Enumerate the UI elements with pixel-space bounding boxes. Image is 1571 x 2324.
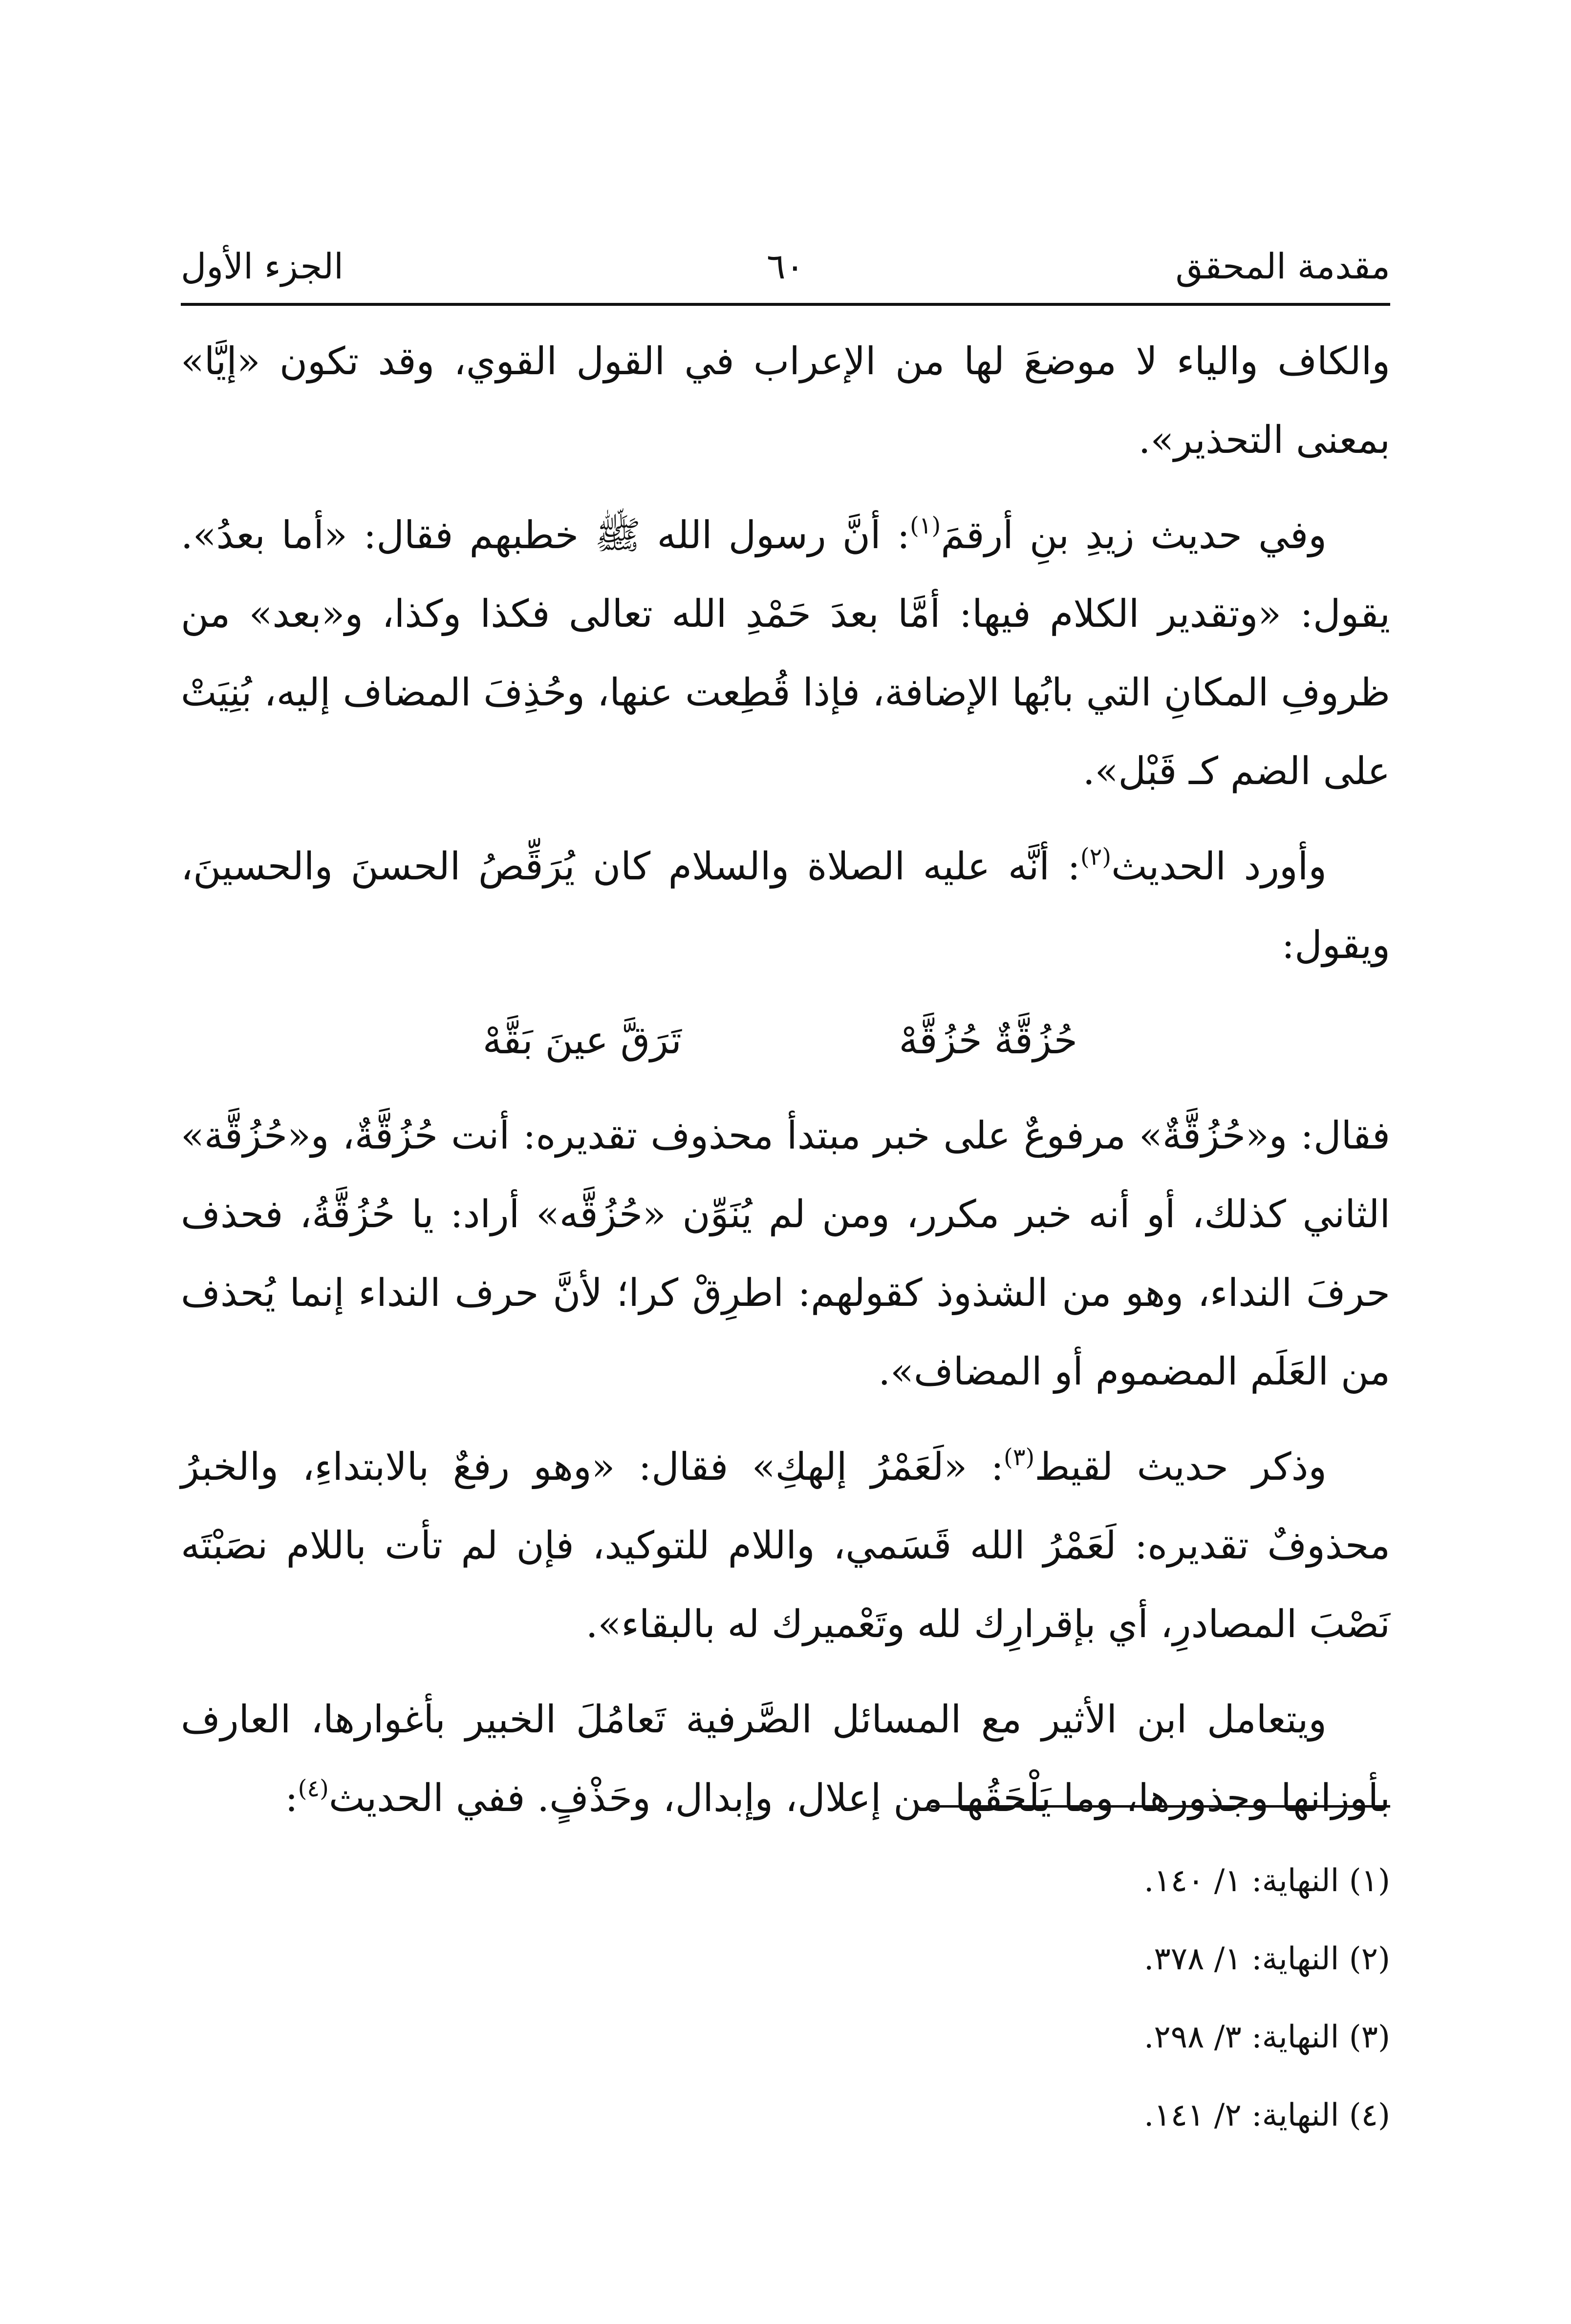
footnote-ref-2: (٢) [1080, 843, 1112, 871]
poetry-verse [181, 1002, 1390, 1080]
verse-first-hemistich: حُزُقَّةٌ حُزُقَّهْ [899, 1019, 1077, 1063]
paragraph-6 [181, 1681, 1390, 1838]
page-header [181, 230, 1390, 306]
footnote-3: (٣) النهاية: ٣/ ٢٩٨. [1143, 2019, 1390, 2055]
paragraph-2 [181, 496, 1390, 811]
main-text [181, 322, 1390, 1855]
paragraph-5 [181, 1428, 1390, 1664]
paragraph-6-rest: : [285, 1776, 298, 1820]
footnotes-list [657, 1842, 1390, 2154]
paragraph-3 [181, 828, 1390, 985]
footnote-4: (٤) النهاية: ٢/ ١٤١. [1143, 2097, 1390, 2133]
verse-second-hemistich: تَرَقَّ عينَ بَقَّهْ [482, 1019, 682, 1063]
paragraph-1: والكاف والياء لا موضعَ لها من الإعراب في القول القوي، وقد تكون «إيَّا» بمعنى التحذير». [181, 340, 1390, 462]
footnote-divider [931, 1805, 1390, 1808]
paragraph-5-rest: : «لَعَمْرُ إلهكِ» فقال: «وهو رفعٌ بالابتداءِ، والخبرُ محذوفٌ تقديره: لَعَمْرُ الله قَسَمي، واللام للتوكيد، فإن لم تأت باللام نصَبْتَه نَصْبَ المصادرِ، أي بإقرارِك لله وتَعْميرك له بالبقاء». [181, 1445, 1390, 1646]
paragraph-2-start: وفي حديث زيدِ بنِ أرقمَ [941, 513, 1327, 557]
footnote-ref-1: (١) [910, 512, 941, 539]
paragraph-3-start: وأورد الحديث [1111, 845, 1327, 889]
footnote-2: (٢) النهاية: ١/ ٣٧٨. [1143, 1941, 1390, 1977]
footnote-ref-3: (٣) [1004, 1444, 1035, 1471]
paragraph-5-start: وذكر حديث لقيط [1034, 1445, 1327, 1489]
footnote-ref-4: (٤) [298, 1775, 329, 1802]
volume-title: الجزء الأول [181, 246, 344, 287]
paragraph-4: فقال: و«حُزُقَّةٌ» مرفوعٌ على خبر مبتدأ محذوف تقديره: أنت حُزُقَّةٌ، و«حُزُقَّة» الثاني كذلك، أو أنه خبر مكرر، ومن لم يُنَوِّن «حُزُقَّه» أراد: يا حُزُقَّةُ، فحذف حرفَ النداء، وهو من الشذوذ كقولهم: اطرِقْ كرا؛ لأنَّ حرف النداء إنما يُحذف من العَلَم المضموم أو المضاف». [181, 1114, 1390, 1394]
paragraph-3-rest: : أنَّه عليه الصلاة والسلام كان يُرَقِّصُ الحسنَ والحسينَ، ويقول: [181, 845, 1390, 967]
footnote-1: (١) النهاية: ١/ ١٤٠. [1143, 1863, 1390, 1899]
paragraph-6-start: ويتعامل ابن الأثير مع المسائل الصَّرفية تَعامُلَ الخبير بأغوارها، العارف بأوزانها وجذورها، وما يَلْحَقُها من إعلال، وإبدال، وحَذْفٍ. ففي الحديث [181, 1698, 1390, 1820]
paragraph-2-rest: : أنَّ رسول الله ﷺ خطبهم فقال: «أما بعدُ». يقول: «وتقدير الكلام فيها: أمَّا بعدَ حَمْدِ الله تعالى فكذا وكذا، و«بعد» من ظروفِ المكانِ التي بابُها الإضافة، فإذا قُطِعت عنها، وحُذِفَ المضاف إليه، بُنِيَتْ على الضم كـ قَبْل». [181, 513, 1390, 793]
page-number: ٦٠ [766, 246, 805, 287]
section-title: مقدمة المحقق [1175, 246, 1390, 287]
